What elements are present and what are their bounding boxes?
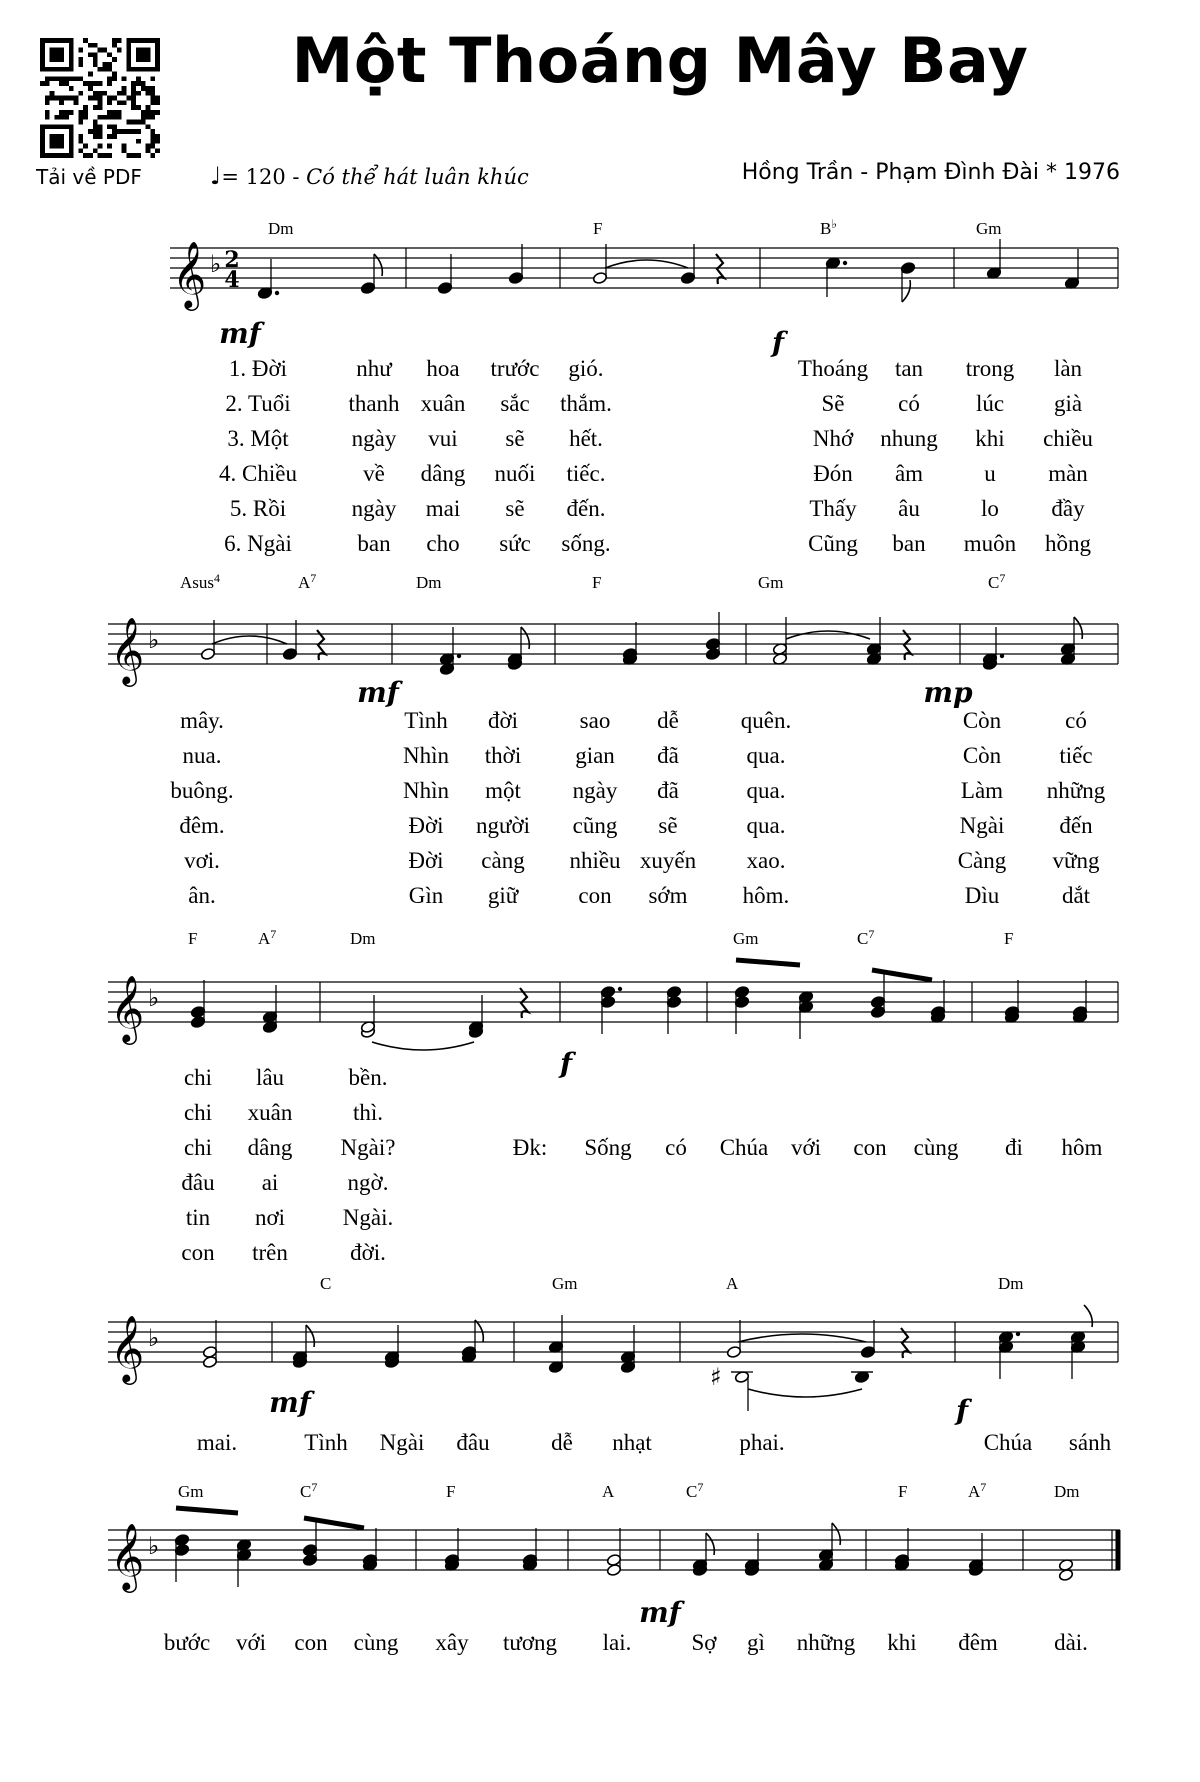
chord-symbol: A	[726, 1274, 739, 1293]
chord-symbol: B♭	[820, 217, 838, 238]
treble-clef: 𝄞	[110, 1522, 145, 1590]
key-signature-flat: ♭	[148, 984, 160, 1012]
chord-symbol: $A^7$	[298, 571, 317, 592]
lyric-word: 2. Tuổi	[225, 391, 291, 416]
treble-clef: 𝄞	[110, 616, 145, 684]
lyric-word: Ngài	[959, 813, 1005, 838]
lyric-word: Sẽ	[821, 391, 845, 416]
time-signature-bottom: 4	[224, 267, 240, 293]
lyric-word: xuyến	[639, 848, 697, 873]
beam	[736, 960, 800, 965]
chord-symbol: $C^7$	[857, 927, 875, 948]
lyric-word: dâng	[420, 461, 466, 486]
lyric-word: lai.	[602, 1630, 632, 1655]
lyric-word: thanh	[348, 391, 400, 416]
lyric-word: giữ	[487, 883, 519, 908]
lyric-word: sẽ	[658, 813, 678, 838]
refrain-word: có	[665, 1135, 687, 1160]
lyric-word: con	[578, 883, 612, 908]
lyric-word: khi	[975, 426, 1005, 451]
lyric-word: qua.	[746, 813, 786, 838]
dynamic-marking: mf	[639, 1596, 681, 1629]
lyric-word: sức	[499, 531, 531, 556]
lyric-word: thắm.	[560, 391, 612, 416]
tempo-note: Có thể hát luân khúc	[306, 165, 529, 189]
dot	[618, 987, 622, 991]
chord-symbol: C	[320, 1274, 332, 1293]
lyric-word: làn	[1053, 356, 1083, 381]
lyric-word: ngờ.	[347, 1170, 389, 1195]
lyric-word: qua.	[746, 743, 786, 768]
dynamic-marking: f	[955, 1394, 969, 1427]
lyric-word: Chúa	[983, 1430, 1033, 1455]
lyric-word: đến.	[566, 496, 606, 521]
flag	[475, 1320, 483, 1342]
lyric-word: 6. Ngài	[224, 531, 292, 556]
lyric-word: nhạt	[612, 1430, 652, 1455]
lyric-word: sớm	[648, 883, 688, 908]
lyric-word: người	[475, 813, 531, 838]
chord-symbol: F	[592, 573, 602, 592]
lyric-word: đầy	[1051, 496, 1085, 521]
lyric-word: sắc	[500, 391, 530, 416]
lyric-word: đã	[657, 743, 679, 768]
lyric-word: sống.	[561, 531, 611, 556]
lyric-word: nhiều	[569, 848, 621, 873]
lyric-word: hôm.	[742, 883, 790, 908]
lyric-word: với	[235, 1630, 267, 1655]
dot	[1000, 654, 1004, 658]
lyric-word: vững	[1052, 848, 1100, 873]
lyric-word: dắt	[1061, 883, 1091, 908]
chord-symbol: $A^7$	[968, 1480, 987, 1501]
lyric-word: lâu	[255, 1065, 285, 1090]
lyric-word: trên	[252, 1240, 288, 1265]
lyric-word: một	[485, 778, 521, 803]
refrain-word: Sống	[584, 1135, 632, 1160]
chord-symbol: $C^7$	[300, 1480, 318, 1501]
chord-symbol: Dm	[998, 1274, 1024, 1293]
beam	[176, 1508, 238, 1513]
lyric-word: bền.	[348, 1065, 388, 1090]
chord-symbol: Dm	[416, 573, 442, 592]
lyric-word: ai	[261, 1170, 279, 1195]
lyric-word: Còn	[962, 708, 1002, 733]
chord-symbol: Gm	[758, 573, 784, 592]
lyric-word: mây.	[180, 708, 224, 733]
key-signature-flat: ♭	[148, 626, 160, 654]
lyric-word: Tình	[404, 708, 448, 733]
lyric-word: đã	[657, 778, 679, 803]
lyric-word: nua.	[182, 743, 222, 768]
tempo-bpm: = 120	[221, 165, 286, 189]
lyric-word: phai.	[739, 1430, 785, 1455]
chord-symbol: F	[446, 1482, 456, 1501]
chord-symbol: $C^7$	[988, 571, 1006, 592]
flag	[1084, 1305, 1092, 1327]
lyric-word: lúc	[975, 391, 1005, 416]
treble-clef: 𝄞	[172, 240, 207, 308]
chord-symbol: Gm	[976, 219, 1002, 238]
download-pdf-link[interactable]: Tải về PDF	[36, 165, 142, 189]
refrain-word: cùng	[913, 1135, 959, 1160]
chord-symbol: Dm	[1054, 1482, 1080, 1501]
lyric-word: có	[898, 391, 920, 416]
lyric-word: Nhớ	[812, 426, 854, 451]
chord-symbol: $C^7$	[686, 1480, 704, 1501]
lyric-word: trước	[490, 356, 540, 381]
flag	[521, 627, 529, 649]
lyric-word: Thoáng	[797, 356, 869, 381]
lyric-word: chiều	[1043, 426, 1093, 451]
lyric-word: thì.	[352, 1100, 384, 1125]
lyric-word: mai	[425, 496, 461, 521]
lyric-word: con	[181, 1240, 215, 1265]
refrain-word: hôm	[1061, 1135, 1103, 1160]
lyric-word: bước	[163, 1630, 211, 1655]
lyric-word: gì	[747, 1630, 765, 1655]
composer-credit: Hồng Trần - Phạm Đình Đài * 1976	[741, 160, 1120, 185]
tempo-separator: -	[285, 165, 307, 189]
lyric-word: mai.	[196, 1430, 238, 1455]
tie	[605, 260, 688, 268]
lyric-word: tiếc.	[566, 461, 606, 486]
lyric-word: dễ	[657, 708, 679, 733]
lyric-word: Ngài.	[342, 1205, 394, 1230]
beam	[304, 1518, 364, 1528]
lyric-word: con	[294, 1630, 328, 1655]
lyric-word: cùng	[353, 1630, 399, 1655]
lyric-word: đến	[1059, 813, 1093, 838]
lyric-word: nơi	[254, 1205, 286, 1230]
song-title: Một Thoáng Mây Bay	[291, 24, 1029, 97]
lyric-word: qua.	[746, 778, 786, 803]
flag	[1074, 617, 1082, 639]
lyric-word: âu	[898, 496, 920, 521]
lyric-word: gió.	[568, 356, 604, 381]
lyric-word: hồng	[1045, 531, 1091, 556]
dynamic-marking: mf	[357, 676, 399, 709]
refrain-word: đi	[1005, 1135, 1023, 1160]
chord-symbol: A	[602, 1482, 615, 1501]
lyric-word: quên.	[740, 708, 792, 733]
lyric-word: chi	[183, 1065, 213, 1090]
lyric-word: xuân	[420, 391, 466, 416]
refrain-word: Đk:	[512, 1135, 548, 1160]
lyric-word: cũng	[572, 813, 618, 838]
chord-symbol: F	[593, 219, 603, 238]
lyric-word: nhung	[880, 426, 938, 451]
lyric-word: xao.	[746, 848, 786, 873]
lyric-word: 5. Rồi	[229, 496, 287, 521]
beam	[872, 970, 932, 980]
lyric-word: Gìn	[408, 883, 444, 908]
lyric-word: Cũng	[808, 531, 858, 556]
key-signature-flat: ♭	[210, 250, 222, 278]
tie	[786, 631, 870, 639]
refrain-word: Chúa	[719, 1135, 769, 1160]
lyric-word: Ngài	[379, 1430, 425, 1455]
lyric-word: 3. Một	[227, 426, 289, 451]
chord-symbol: F	[1004, 929, 1014, 948]
lyric-word: cho	[426, 531, 460, 556]
lyric-word: sao	[579, 708, 611, 733]
key-signature-flat: ♭	[148, 1532, 160, 1560]
lyric-word: tan	[894, 356, 924, 381]
flag	[306, 1325, 314, 1347]
lyric-word: lo	[981, 496, 999, 521]
lyric-word: dâng	[247, 1135, 293, 1160]
lyric-word: sánh	[1068, 1430, 1112, 1455]
chord-symbol: Dm	[268, 219, 294, 238]
lyric-word: màn	[1048, 461, 1088, 486]
lyric-word: như	[356, 356, 392, 381]
lyric-word: Đời	[408, 813, 444, 838]
flag	[902, 280, 910, 302]
dot	[457, 654, 461, 658]
dynamic-marking: mf	[219, 317, 261, 350]
lyric-word: càng	[481, 848, 525, 873]
lyric-word: khi	[887, 1630, 917, 1655]
treble-clef: 𝄞	[110, 974, 145, 1042]
chord-symbol: Gm	[178, 1482, 204, 1501]
lyric-word: ngày	[351, 426, 397, 451]
lyric-word: buông.	[170, 778, 234, 803]
lyric-word: hết.	[569, 426, 603, 451]
lyric-word: Đón	[813, 461, 853, 486]
lyric-word: Càng	[957, 848, 1007, 873]
lyric-word: Thấy	[809, 496, 857, 521]
lyric-word: Tình	[304, 1430, 348, 1455]
lyric-word: sẽ	[505, 496, 525, 521]
lyric-word: ngày	[572, 778, 618, 803]
dynamic-marking: mf	[269, 1386, 311, 1419]
lyric-word: muôn	[963, 531, 1017, 556]
dot	[275, 291, 279, 295]
lyric-word: Còn	[962, 743, 1002, 768]
lyric-word: đâu	[456, 1430, 490, 1455]
chord-symbol: Gm	[733, 929, 759, 948]
refrain-word: với	[790, 1135, 822, 1160]
lyric-word: chi	[183, 1100, 213, 1125]
lyric-word: đêm	[958, 1630, 998, 1655]
lyric-word: có	[1065, 708, 1087, 733]
lyric-word: Đời	[408, 848, 444, 873]
lyric-word: 1. Đời	[228, 356, 288, 381]
dynamic-marking: f	[771, 326, 785, 359]
time-signature-top: 2	[224, 247, 240, 273]
lyric-word: 4. Chiều	[219, 461, 297, 486]
dynamic-marking: mp	[923, 676, 973, 709]
lyric-word: Làm	[960, 778, 1004, 803]
lyric-word: Nhìn	[403, 743, 449, 768]
lyric-word: xuân	[247, 1100, 293, 1125]
lyric-word: nuối	[494, 461, 536, 486]
lyric-word: những	[796, 1630, 856, 1655]
chord-symbol: F	[188, 929, 198, 948]
key-signature-flat: ♭	[148, 1324, 160, 1352]
lyric-word: chi	[183, 1135, 213, 1160]
lyric-word: Dìu	[964, 883, 1000, 908]
flag	[374, 254, 382, 276]
lyric-word: tin	[185, 1205, 211, 1230]
lyric-word: đâu	[181, 1170, 215, 1195]
quarter-note-icon: ♩	[210, 162, 222, 190]
tie	[372, 1042, 474, 1050]
lyric-word: đời	[487, 708, 519, 733]
lyric-word: hoa	[426, 356, 460, 381]
lyric-word: gian	[575, 743, 615, 768]
lyric-word: ban	[892, 531, 926, 556]
dot	[843, 261, 847, 265]
lyric-word: âm	[894, 461, 924, 486]
lyric-word: dễ	[551, 1430, 573, 1455]
lyric-word: vơi.	[184, 848, 220, 873]
lyric-word: vui	[428, 426, 458, 451]
sharp-accidental: ♯	[710, 1363, 722, 1391]
lyric-word: ân.	[188, 883, 216, 908]
lyric-word: tiếc	[1059, 743, 1093, 768]
lyric-word: tương	[502, 1630, 558, 1655]
tie	[738, 1334, 866, 1342]
dynamic-marking: f	[559, 1047, 573, 1080]
lyric-word: Sợ	[691, 1630, 717, 1655]
treble-clef: 𝄞	[110, 1314, 145, 1382]
lyric-word: xây	[435, 1630, 469, 1655]
refrain-word: con	[853, 1135, 887, 1160]
chord-symbol: Dm	[350, 929, 376, 948]
chord-symbol: Gm	[552, 1274, 578, 1293]
lyric-word: sẽ	[505, 426, 525, 451]
lyric-word: đời.	[350, 1240, 386, 1265]
chord-symbol: F	[898, 1482, 908, 1501]
lyric-word: đêm.	[179, 813, 225, 838]
lyric-word: Ngài?	[340, 1135, 396, 1160]
lyric-word: ngày	[351, 496, 397, 521]
lyric-word: u	[984, 461, 996, 486]
flag	[706, 1533, 714, 1555]
lyric-word: thời	[484, 743, 522, 768]
chord-symbol: Asus$^4$	[180, 571, 221, 592]
lyric-word: những	[1046, 778, 1106, 803]
flag	[832, 1523, 840, 1545]
tie	[212, 636, 287, 644]
lyric-word: Nhìn	[403, 778, 449, 803]
lyric-word: trong	[965, 356, 1015, 381]
lyric-word: về	[363, 461, 385, 486]
dot	[1016, 1332, 1020, 1336]
lyric-word: già	[1053, 391, 1083, 416]
lyric-word: dài.	[1054, 1630, 1088, 1655]
chord-symbol: $A^7$	[258, 927, 277, 948]
lyric-word: ban	[357, 531, 391, 556]
tie	[748, 1389, 862, 1397]
